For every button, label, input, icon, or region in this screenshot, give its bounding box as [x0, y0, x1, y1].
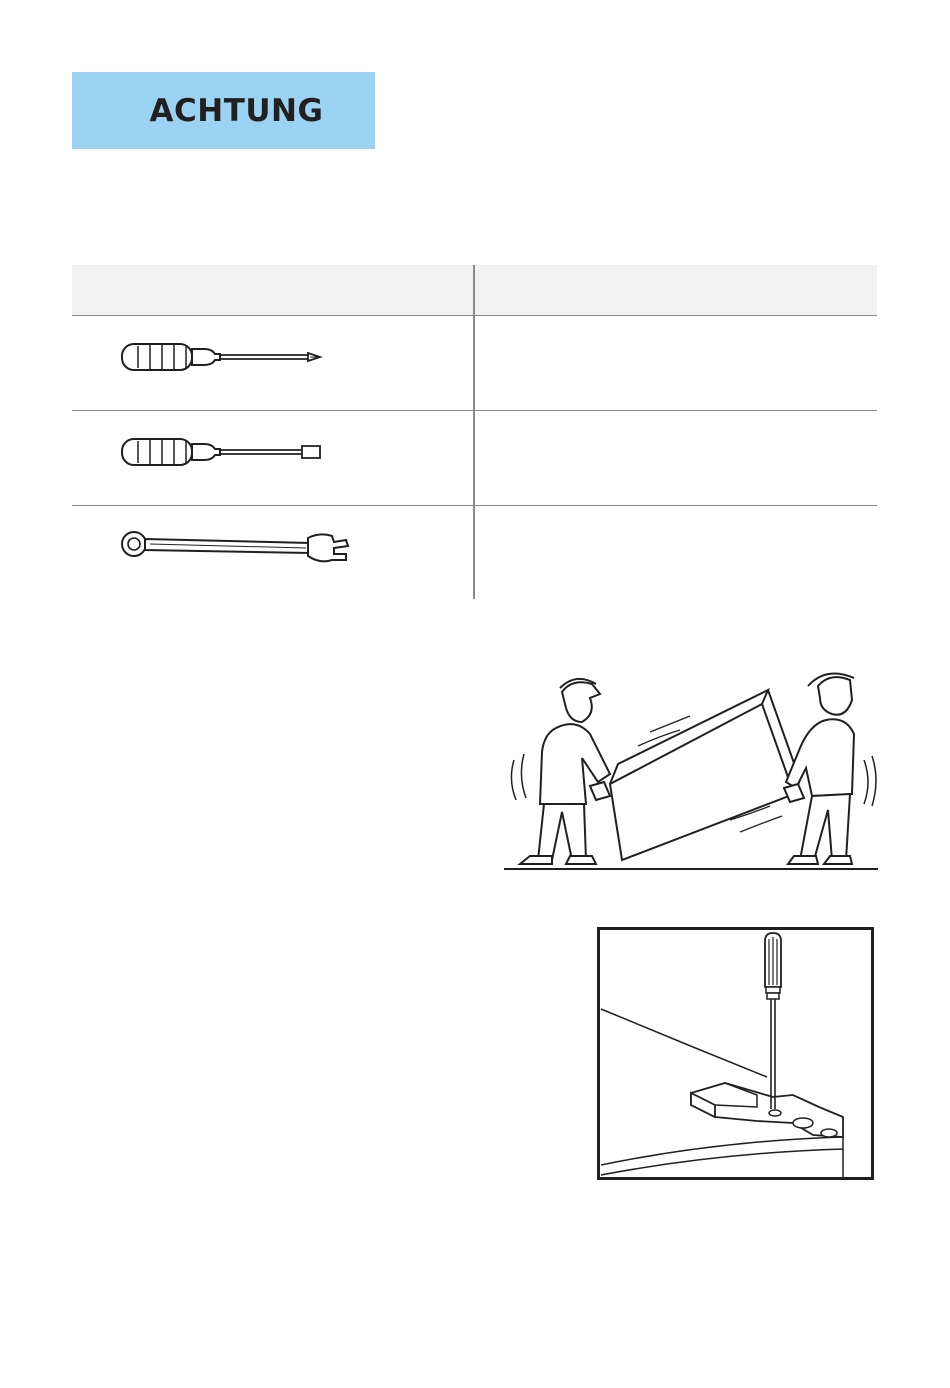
screwdriver-hinge-illustration	[597, 927, 874, 1180]
tools-table	[72, 265, 877, 600]
warning-banner	[72, 72, 375, 149]
flathead-screwdriver-icon	[120, 431, 330, 475]
two-people-lifting-appliance-illustration	[500, 664, 885, 874]
phillips-screwdriver-icon	[120, 336, 330, 380]
combination-wrench-icon	[120, 526, 360, 570]
banner-label: ACHTUNG	[149, 92, 324, 129]
table-row	[72, 411, 877, 506]
tools-table-header	[72, 265, 877, 316]
table-column-divider	[473, 265, 475, 599]
table-row	[72, 316, 877, 411]
table-row	[72, 506, 877, 600]
